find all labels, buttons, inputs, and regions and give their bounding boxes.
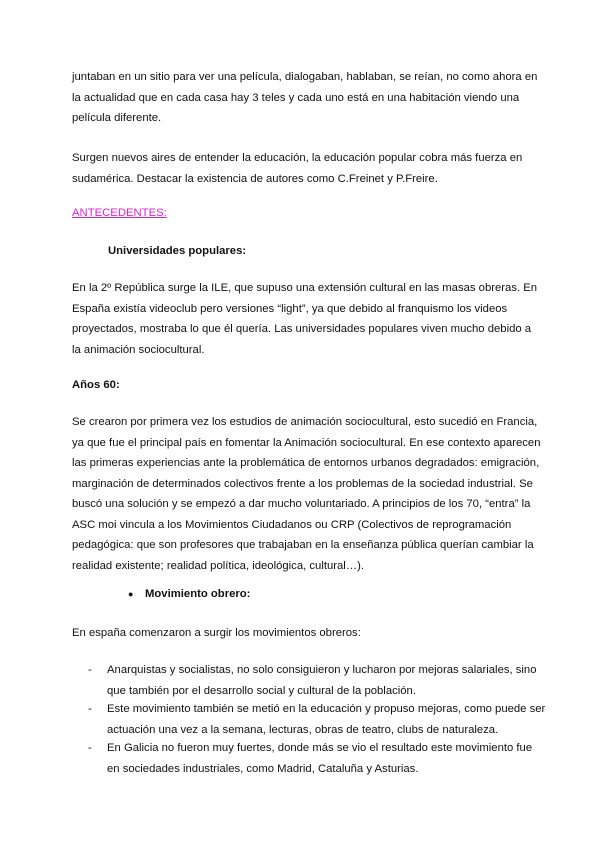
paragraph-universidades: En la 2º República surge la ILE, que supuso una extensión cultural en las masas obreras. En España existía videoclub pero versiones “light”, ya que debido al franquismo los videos proyectados, mostraba lo que él quería. Las universidades populares viven mucho debido a la animación sociocultural. (72, 282, 538, 356)
list-item-text: Anarquistas y socialistas, no solo consiguieron y lucharon por mejoras salariales, sino que también por el desarrollo social y cultural de la población. (107, 664, 537, 697)
dash-icon: - (88, 703, 92, 715)
list-item-text: En Galicia no fueron muy fuertes, donde más se vio el resultado este movimiento fue en sociedades industriales, como Madrid, Cataluña y Asturias. (107, 742, 533, 775)
heading-antecedentes[interactable]: ANTECEDENTES: (72, 207, 167, 219)
heading-anos60: Años 60: (72, 379, 120, 391)
paragraph-intro: juntaban en un sitio para ver una película, dialogaban, hablaban, se reían, no como ahora en la actualidad que en cada casa hay 3 teles y cada uno está en una habitación viendo una película diferente. (72, 71, 538, 124)
dash-icon: - (88, 742, 92, 754)
bullet-icon: ● (128, 589, 134, 599)
heading-obrero: Movimiento obrero: (145, 588, 251, 600)
dash-icon: - (88, 664, 92, 676)
paragraph-new-airs: Surgen nuevos aires de entender la educación, la educación popular cobra más fuerza en sudamérica. Destacar la existencia de autores como C.Freinet y P.Freire. (72, 152, 523, 185)
paragraph-anos60: Se crearon por primera vez los estudios de animación sociocultural, esto sucedió en Francia, ya que fue el principal país en fomentar la Animación sociocultural. En ese contexto aparecen las primeras experiencias ante la problemática de entornos urbanos degradados: emigración, marginación de determinados colectivos frente a los problemas de la sociedad industrial. Se buscó una solución y se empezó a dar mucho voluntariado. A principios de los 70, “entra” la ASC moi vincula a los Movimientos Ciudadanos ou CRP (Colectivos de reprogramación pedagógica: que son profesores que trabajaban en la enseñanza pública querían cambiar la realidad existente; realidad política, ideológica, cultural…). (72, 416, 541, 572)
paragraph-obrero-intro: En españa comenzaron a surgir los movimientos obreros: (72, 627, 361, 639)
list-item-text: Este movimiento también se metió en la educación y propuso mejoras, como puede ser actuación una vez a la semana, lecturas, obras de teatro, clubs de naturaleza. (107, 703, 546, 736)
heading-universidades: Universidades populares: (108, 245, 247, 257)
